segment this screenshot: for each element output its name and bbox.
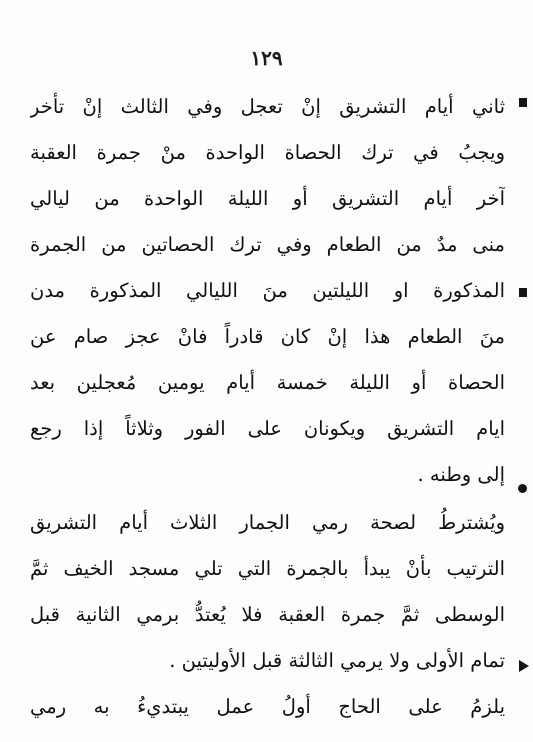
text-line-3: آخر أيام التشريق أو الليلة الواحدة من ليالي bbox=[30, 187, 505, 210]
text-line-8: ايام التشريق ويكونان على الفور وثلاثاً إذا رجع bbox=[30, 417, 505, 440]
text-line-13: تمام الأولى ولا يرمي الثالثة قبل الأوليتين . bbox=[169, 649, 505, 672]
body-text bbox=[30, 84, 505, 724]
text-line-14: يلزمُ على الحاج أولُ عمل يبتديءُ به رمي bbox=[30, 695, 505, 718]
square-mark bbox=[519, 288, 527, 297]
text-line-5: المذكورة او الليلتين منَ الليالي المذكورة مدن bbox=[30, 279, 505, 302]
square-mark bbox=[519, 98, 527, 107]
dot-mark bbox=[518, 484, 527, 493]
text-line-9: إلى وطنه . bbox=[417, 463, 505, 486]
text-line-7: الحصاة أو الليلة خمسة أيام يومين مُعجلين بعد bbox=[30, 371, 505, 394]
text-line-12: الوسطى ثمَّ جمرة العقبة فلا يُعتدُّ برمي الثانية قبل bbox=[30, 603, 505, 626]
text-line-1: ثاني أيام التشريق إنْ تعجل وفي الثالث إنْ تأخر bbox=[30, 95, 505, 118]
text-line-2: ويجبُ في ترك الحصاة الواحدة منْ جمرة العقبة bbox=[30, 141, 505, 164]
text-line-10: ويُشترطُ لصحة رمي الجمار الثلاث أيام التشريق bbox=[30, 511, 505, 534]
text-line-6: منَ الطعام هذا إنْ كان قادراً فانْ عجز صام عن bbox=[30, 325, 505, 348]
triangle-mark bbox=[519, 660, 529, 672]
page-number: ١٢٩ bbox=[250, 46, 283, 70]
text-line-4: منى مدٌ من الطعام وفي ترك الحصاتين من الجمرة bbox=[30, 233, 505, 256]
text-line-11: الترتيب بأنْ يبدأ بالجمرة التي تلي مسجد الخيف ثمَّ bbox=[30, 557, 505, 580]
